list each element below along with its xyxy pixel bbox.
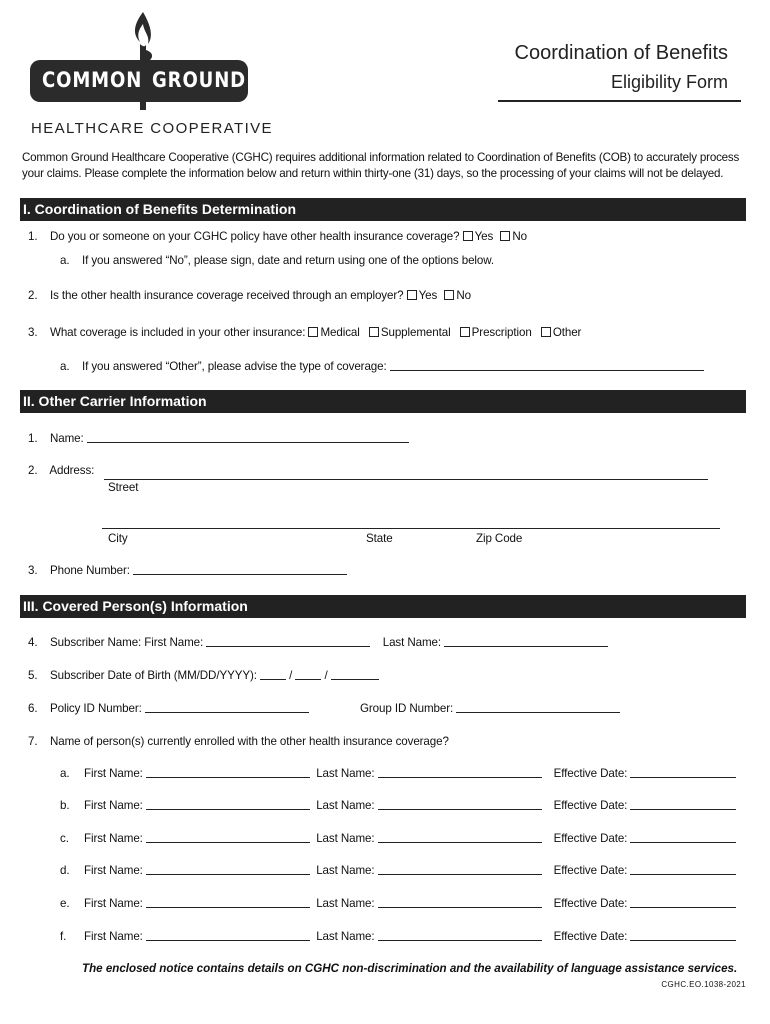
last-name-field[interactable] [378, 767, 542, 778]
section-1-header: I. Coordination of Benefits Determination [20, 198, 746, 221]
other-label: Other [552, 326, 582, 339]
row-letter: d. [60, 864, 70, 877]
logo-subtitle: HEALTHCARE COOPERATIVE [31, 120, 273, 137]
no-label: No [456, 289, 471, 302]
group-id-field[interactable] [456, 702, 620, 713]
dob-year-field[interactable] [331, 669, 379, 680]
effective-date-field[interactable] [630, 799, 736, 810]
q1-yes-checkbox[interactable] [463, 231, 473, 241]
question-1-text: Do you or someone on your CGHC policy have other health insurance coverage? [49, 230, 460, 243]
effective-date-field[interactable] [630, 864, 736, 875]
sub-letter: a. [60, 254, 70, 267]
last-name-field[interactable] [378, 799, 542, 810]
question-number: 2. [28, 289, 38, 302]
row-letter: b. [60, 799, 70, 812]
question-number: 3. [28, 326, 38, 339]
question-2-text: Is the other health insurance coverage received through an employer? [49, 289, 404, 302]
street-field[interactable] [104, 479, 708, 480]
logo-banner [30, 60, 248, 102]
effective-date-label: Effective Date: [553, 832, 628, 845]
street-label: Street [108, 481, 139, 494]
question-3-text: What coverage is included in your other insurance: [49, 326, 306, 339]
medical-label: Medical [320, 326, 360, 339]
question-number: 3. [28, 564, 38, 577]
subscriber-last-label: Last Name: [382, 636, 442, 649]
logo-word-left: COMMON [42, 68, 143, 92]
footer-notice: The enclosed notice contains details on CGHC non-discrimination and the availability of language assistance services. [82, 962, 738, 975]
effective-date-field[interactable] [630, 832, 736, 843]
q2-no-checkbox[interactable] [444, 290, 454, 300]
question-7-text: Name of person(s) currently enrolled with the other health insurance coverage? [49, 735, 449, 748]
last-name-label: Last Name: [316, 864, 375, 877]
question-2 [28, 289, 471, 302]
enrolled-person-row [60, 767, 736, 780]
question-1a [60, 254, 494, 267]
question-number: 1. [28, 230, 38, 243]
policy-id-field[interactable] [145, 702, 309, 713]
phone-label: Phone Number: [49, 564, 130, 577]
row-letter: e. [60, 897, 70, 910]
city-state-zip-field[interactable] [102, 528, 720, 529]
section-2-header: II. Other Carrier Information [20, 390, 746, 413]
question-number: 1. [28, 432, 38, 445]
section-3-header: III. Covered Person(s) Information [20, 595, 746, 618]
carrier-name-field[interactable] [87, 432, 409, 443]
effective-date-label: Effective Date: [553, 799, 628, 812]
group-id-row [360, 702, 620, 715]
dob-month-field[interactable] [260, 669, 286, 680]
other-checkbox[interactable] [541, 327, 551, 337]
title-rule [498, 100, 741, 102]
form-subtitle: Eligibility Form [610, 72, 728, 92]
last-name-field[interactable] [378, 930, 542, 941]
supplemental-checkbox[interactable] [369, 327, 379, 337]
subscriber-first-label: Subscriber Name: First Name: [49, 636, 204, 649]
question-1 [28, 230, 527, 243]
enrolled-person-row [60, 897, 736, 910]
enrolled-person-row [60, 930, 736, 943]
last-name-field[interactable] [378, 832, 542, 843]
first-name-field[interactable] [146, 897, 310, 908]
medical-checkbox[interactable] [308, 327, 318, 337]
effective-date-label: Effective Date: [553, 897, 628, 910]
phone-field[interactable] [133, 564, 347, 575]
subscriber-dob-row: 5. Subscriber Date of Birth (MM/DD/YYYY): / / [28, 669, 379, 682]
last-name-label: Last Name: [316, 897, 375, 910]
policy-id-label: Policy ID Number: [49, 702, 142, 715]
last-name-field[interactable] [378, 897, 542, 908]
subscriber-first-field[interactable] [206, 636, 370, 647]
row-letter: c. [60, 832, 69, 845]
first-name-field[interactable] [146, 864, 310, 875]
row-letter: f. [60, 930, 67, 943]
first-name-field[interactable] [146, 930, 310, 941]
first-name-field[interactable] [146, 767, 310, 778]
prescription-checkbox[interactable] [460, 327, 470, 337]
intro-paragraph: Common Ground Healthcare Cooperative (CGHC) requires additional information related to Coordination of Benefits (COB) to accurately process your claims. Please complete the information below and return within thirty-one (31) days, so the processing of your claims will not be delayed. [22, 151, 740, 180]
supplemental-label: Supplemental [380, 326, 451, 339]
first-name-label: First Name: [84, 864, 143, 877]
subscriber-last-field[interactable] [444, 636, 608, 647]
row-letter: a. [60, 767, 70, 780]
first-name-label: First Name: [84, 767, 143, 780]
first-name-label: First Name: [84, 897, 143, 910]
form-title: Coordination of Benefits [514, 42, 728, 64]
question-number: 6. [28, 702, 38, 715]
enrolled-person-row [60, 832, 736, 845]
name-label: Name: [49, 432, 84, 445]
dob-label: Subscriber Date of Birth (MM/DD/YYYY): [49, 669, 257, 682]
last-name-label: Last Name: [316, 767, 375, 780]
question-number: 2. [28, 464, 38, 477]
effective-date-field[interactable] [630, 767, 736, 778]
question-number: 5. [28, 669, 38, 682]
last-name-label: Last Name: [316, 799, 375, 812]
carrier-name-row [28, 432, 409, 445]
last-name-label: Last Name: [316, 930, 375, 943]
form-code: CGHC.EO.1038-2021 [661, 980, 746, 989]
logo-word-right: GROUND [152, 68, 247, 92]
enrolled-person-row [60, 864, 736, 877]
first-name-label: First Name: [84, 799, 143, 812]
effective-date-field[interactable] [630, 897, 736, 908]
state-label: State [366, 532, 393, 545]
last-name-field[interactable] [378, 864, 542, 875]
q2-yes-checkbox[interactable] [407, 290, 417, 300]
other-coverage-field[interactable] [390, 360, 704, 371]
dob-day-field[interactable] [295, 669, 321, 680]
address-label: Address: [49, 464, 95, 477]
subscriber-name-row [28, 636, 608, 649]
first-name-label: First Name: [84, 832, 143, 845]
yes-label: Yes [474, 230, 494, 243]
group-id-label: Group ID Number: [360, 702, 454, 715]
effective-date-field[interactable] [630, 930, 736, 941]
first-name-field[interactable] [146, 799, 310, 810]
question-number: 7. [28, 735, 38, 748]
first-name-label: First Name: [84, 930, 143, 943]
policy-id-row [28, 702, 309, 715]
city-label: City [108, 532, 128, 545]
sub-letter: a. [60, 360, 70, 373]
question-number: 4. [28, 636, 38, 649]
carrier-address-row [28, 464, 94, 477]
last-name-label: Last Name: [316, 832, 375, 845]
question-3a-text: If you answered “Other”, please advise the type of coverage: [81, 360, 387, 373]
first-name-field[interactable] [146, 832, 310, 843]
effective-date-label: Effective Date: [553, 864, 628, 877]
question-3a [60, 360, 704, 373]
zip-label: Zip Code [476, 532, 523, 545]
effective-date-label: Effective Date: [553, 767, 628, 780]
carrier-phone-row [28, 564, 347, 577]
effective-date-label: Effective Date: [553, 930, 628, 943]
no-label: No [512, 230, 527, 243]
enrolled-persons-question [28, 735, 449, 748]
enrolled-person-row [60, 799, 736, 812]
question-3 [28, 326, 581, 339]
yes-label: Yes [418, 289, 438, 302]
q1-no-checkbox[interactable] [500, 231, 510, 241]
prescription-label: Prescription [471, 326, 532, 339]
question-1a-text: If you answered “No”, please sign, date and return using one of the options below. [81, 254, 495, 267]
